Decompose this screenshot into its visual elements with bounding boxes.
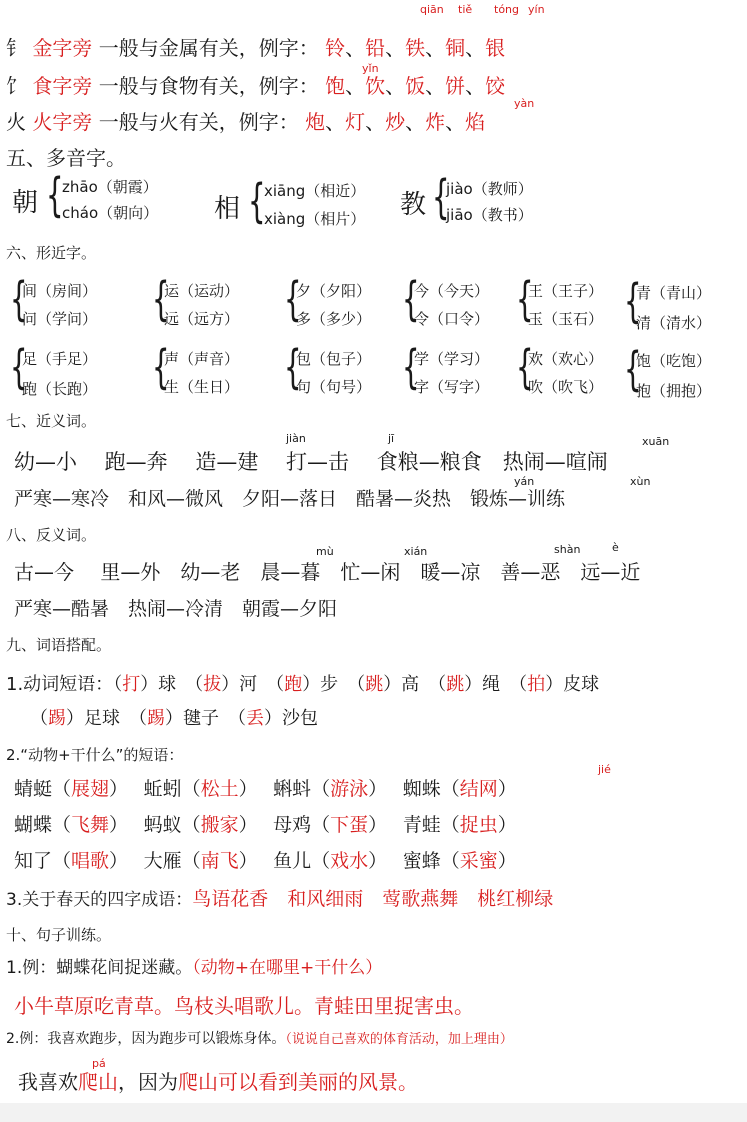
brace-icon: { [624,274,642,328]
separator: 、 [385,74,406,98]
similar-char: 生（生日） [164,378,240,396]
section-8-title: 八、反义词。 [6,526,97,544]
radical-name: 金字旁 [32,36,93,60]
polyphone-reading: zhāo（朝霞） [62,178,158,196]
separator: 、 [345,36,366,60]
example-char: 铁 [405,36,426,60]
answer-segment: 飞舞 [71,814,110,836]
brace-icon: { [10,340,28,394]
text-segment: ） 母鸡（ [238,814,331,836]
text-segment: 蝴蝶（ [14,814,72,836]
example-sentence: 1.例：蝴蝶花间捉迷藏。 [6,958,193,978]
text-segment: ）高 （ [383,674,447,695]
brace-icon: { [402,340,420,394]
example-char: 饭 [405,74,426,98]
similar-char: 问（学问） [22,310,98,328]
brace-icon: { [46,168,64,222]
antonym-line-1: 古—今 里—外 幼—老 晨—暮 忙—闲 暖—凉 善—恶 远—近 [14,560,641,584]
similar-char: 学（学习） [414,350,490,368]
polyphone-reading: cháo（朝向） [62,204,159,222]
pinyin-tong: tóng [494,3,519,16]
example-char: 饮 [365,74,386,98]
similar-char: 今（今天） [414,282,490,300]
antonym-line-2: 严寒—酷暑 热闹—冷清 朝霞—夕阳 [14,598,338,620]
pinyin-qian: qiān [420,3,444,16]
similar-char: 饱（吃饱） [636,352,712,370]
similar-char: 抱（拥抱） [636,382,712,400]
radical-desc: 一般与火有关，例字： [98,110,299,134]
verb-phrases-line-2 [30,710,318,728]
idioms-line [6,890,553,909]
animal-row-1 [14,780,517,799]
separator: 、 [445,110,466,134]
example-char: 银 [485,36,506,60]
answer-segment: 拍 [527,674,546,695]
pinyin-yin: yín [528,3,545,16]
sentence-answer-2 [18,1072,418,1092]
text-segment: ）绳 （ [464,674,528,695]
example-char: 铃 [325,36,346,60]
text-segment: 蜻蜓（ [14,778,72,800]
text-segment: 我喜欢 [18,1070,78,1094]
text-segment: ） 青蛙（ [368,814,460,836]
separator: 、 [325,110,346,134]
similar-char: 多（多少） [296,310,372,328]
radical-mark: 饣 [6,74,26,98]
answer-segment: 跑 [284,674,303,695]
polyphone-char: 朝 [12,188,39,218]
separator: 、 [425,36,446,60]
answer-segment: 采蜜 [459,850,498,872]
verb-phrases-line-1 [6,676,599,694]
radical-desc: 一般与食物有关，例字： [98,74,319,98]
text-segment: ）足球 （ [66,708,147,729]
question-label: 3.关于春天的四字成语： [6,890,193,910]
separator: 、 [465,74,486,98]
polyphone-char: 教 [400,190,427,220]
text-segment: ） 蝌蚪（ [238,778,331,800]
text-segment: （ [30,708,48,729]
similar-char: 青（青山） [636,284,712,302]
sentence-example-2 [6,1032,513,1046]
separator: 、 [405,110,426,134]
text-segment: ） 蜜蜂（ [368,850,460,872]
brace-icon: { [432,170,450,224]
separator: 、 [425,74,446,98]
answer-segment: 丢 [246,708,264,729]
polyphone-reading: xiāng（相近） [264,182,366,200]
similar-char: 足（手足） [22,350,98,368]
text-segment: ） [497,778,517,800]
section-5-title: 五、多音字。 [6,146,126,170]
similar-char: 远（远方） [164,310,240,328]
brace-icon: { [284,272,302,326]
text-segment: ） 蚂蚁（ [109,814,201,836]
text-segment: ）步 （ [302,674,366,695]
answer-segment: 踢 [147,708,165,729]
answer-segment: 下蛋 [330,814,369,836]
answer-segment: 跳 [365,674,384,695]
pinyin-mu: mù [316,545,334,558]
animal-row-2 [14,816,517,835]
pinyin-xun: xùn [630,475,651,488]
answer-segment: 捉虫 [459,814,498,836]
similar-char: 间（房间） [22,282,98,300]
pinyin-shan: shàn [554,543,581,556]
separator: 、 [365,110,386,134]
similar-char: 令（口令） [414,310,490,328]
example-hint: （动物+在哪里+干什么） [192,958,383,978]
pinyin-jian: jiàn [286,432,306,445]
radical-mark: 火 [6,110,26,134]
text-segment: ） 蚯蚓（ [109,778,201,800]
synonym-line-2: 严寒—寒冷 和风—微风 夕阳—落日 酷暑—炎热 锻炼—训练 [14,488,566,510]
similar-char: 欢（欢心） [528,350,604,368]
pinyin-tie: tiě [458,3,473,16]
text-segment: ）皮球 [545,674,600,695]
text-segment: ）河 （ [221,674,285,695]
idiom-answers: 鸟语花香 和风细雨 莺歌燕舞 桃红柳绿 [192,888,554,910]
similar-char: 清（清水） [636,314,712,332]
example-char: 饼 [445,74,466,98]
radical-mark: 钅 [6,36,26,60]
similar-char: 包（包子） [296,350,372,368]
text-segment: ）毽子 （ [165,708,246,729]
polyphone-char: 相 [214,194,241,224]
brace-icon: { [284,340,302,394]
question-label: 1.动词短语： [6,674,114,695]
example-char: 炮 [305,110,326,134]
text-segment: ） [497,814,517,836]
text-segment: 知了（ [14,850,72,872]
pinyin-xian: xián [404,545,428,558]
text-segment: ） 大雁（ [109,850,201,872]
answer-segment: 跳 [446,674,465,695]
brace-icon: { [10,272,28,326]
example-char: 饱 [325,74,346,98]
brace-icon: { [624,342,642,396]
answer-segment: 结网 [459,778,498,800]
pinyin-ji: jī [388,432,395,445]
pinyin-e: è [612,541,619,554]
answer-segment: 南飞 [200,850,239,872]
example-char: 炸 [425,110,446,134]
polyphone-reading: jiào（教师） [446,180,533,198]
radical-desc: 一般与金属有关，例字： [98,36,319,60]
polyphone-reading: xiàng（相片） [264,210,366,228]
example-char: 饺 [485,74,506,98]
brace-icon: { [402,272,420,326]
text-segment: ）沙包 [264,708,318,729]
brace-icon: { [152,340,170,394]
example-char: 铜 [445,36,466,60]
answer-segment: 游泳 [330,778,369,800]
brace-icon: { [248,174,266,228]
separator: 、 [465,36,486,60]
pinyin-pa: pá [92,1057,106,1070]
answer-segment: 唱歌 [71,850,110,872]
text-segment: ）球 （ [140,674,204,695]
pinyin-yin2: yǐn [362,62,379,75]
similar-char: 吹（吹飞） [528,378,604,396]
pinyin-jie: jié [598,763,611,776]
section-9-title: 九、词语搭配。 [6,636,112,654]
pinyin-yan: yàn [514,97,535,110]
section-10-title: 十、句子训练。 [6,926,112,944]
pinyin-xuan: xuān [642,435,670,448]
polyphone-reading: jiāo（教书） [446,206,533,224]
text-segment: （ [113,674,123,695]
example-char: 炒 [385,110,406,134]
synonym-line-1: 幼—小 跑—奔 造—建 打—击 食粮—粮食 热闹—喧闹 [14,450,608,474]
section-6-title: 六、形近字。 [6,244,97,262]
similar-char: 夕（夕阳） [296,282,372,300]
separator: 、 [345,74,366,98]
radical-row-fire [6,112,485,132]
radical-row-food [6,76,505,96]
radical-name: 火字旁 [32,110,93,134]
example-char: 铅 [365,36,386,60]
similar-char: 王（王子） [528,282,604,300]
answer-segment: 踢 [48,708,66,729]
similar-char: 字（写字） [414,378,490,396]
brace-icon: { [516,272,534,326]
similar-char: 声（声音） [164,350,240,368]
animal-row-3 [14,852,517,871]
text-segment: ） 蜘蛛（ [368,778,460,800]
answer-segment: 展翅 [71,778,110,800]
similar-char: 玉（玉石） [528,310,604,328]
answer-segment: 搬家 [200,814,239,836]
sentence-example-1 [6,960,382,977]
answer-segment: 拔 [203,674,222,695]
example-sentence: 2.例：我喜欢跑步，因为跑步可以锻炼身体。 [6,1031,286,1047]
text-segment: ，因为 [118,1070,178,1094]
similar-char: 句（句号） [296,378,372,396]
pinyin-yan: yán [514,475,535,488]
separator: 、 [385,36,406,60]
answer-segment: 打 [122,674,141,695]
example-hint: （说说自己喜欢的体育活动，加上理由） [285,1032,513,1047]
text-segment: ） [497,850,517,872]
answer-segment: 爬山 [78,1070,118,1094]
text-segment: ） 鱼儿（ [238,850,331,872]
brace-icon: { [152,272,170,326]
similar-char: 运（运动） [164,282,240,300]
question-2-label: 2.“动物+干什么”的短语： [6,746,184,764]
similar-char: 跑（长跑） [22,380,98,398]
answer-segment: 爬山可以看到美丽的风景。 [178,1070,418,1094]
example-char: 焰 [465,110,486,134]
sentence-answer-1: 小牛草原吃青草。鸟枝头唱歌儿。青蛙田里捉害虫。 [14,994,474,1018]
answer-segment: 戏水 [330,850,369,872]
brace-icon: { [516,340,534,394]
example-char: 灯 [345,110,366,134]
radical-name: 食字旁 [32,74,93,98]
section-7-title: 七、近义词。 [6,412,97,430]
answer-segment: 松土 [200,778,239,800]
radical-row-metal [6,38,505,58]
bottom-strip [0,1103,747,1122]
